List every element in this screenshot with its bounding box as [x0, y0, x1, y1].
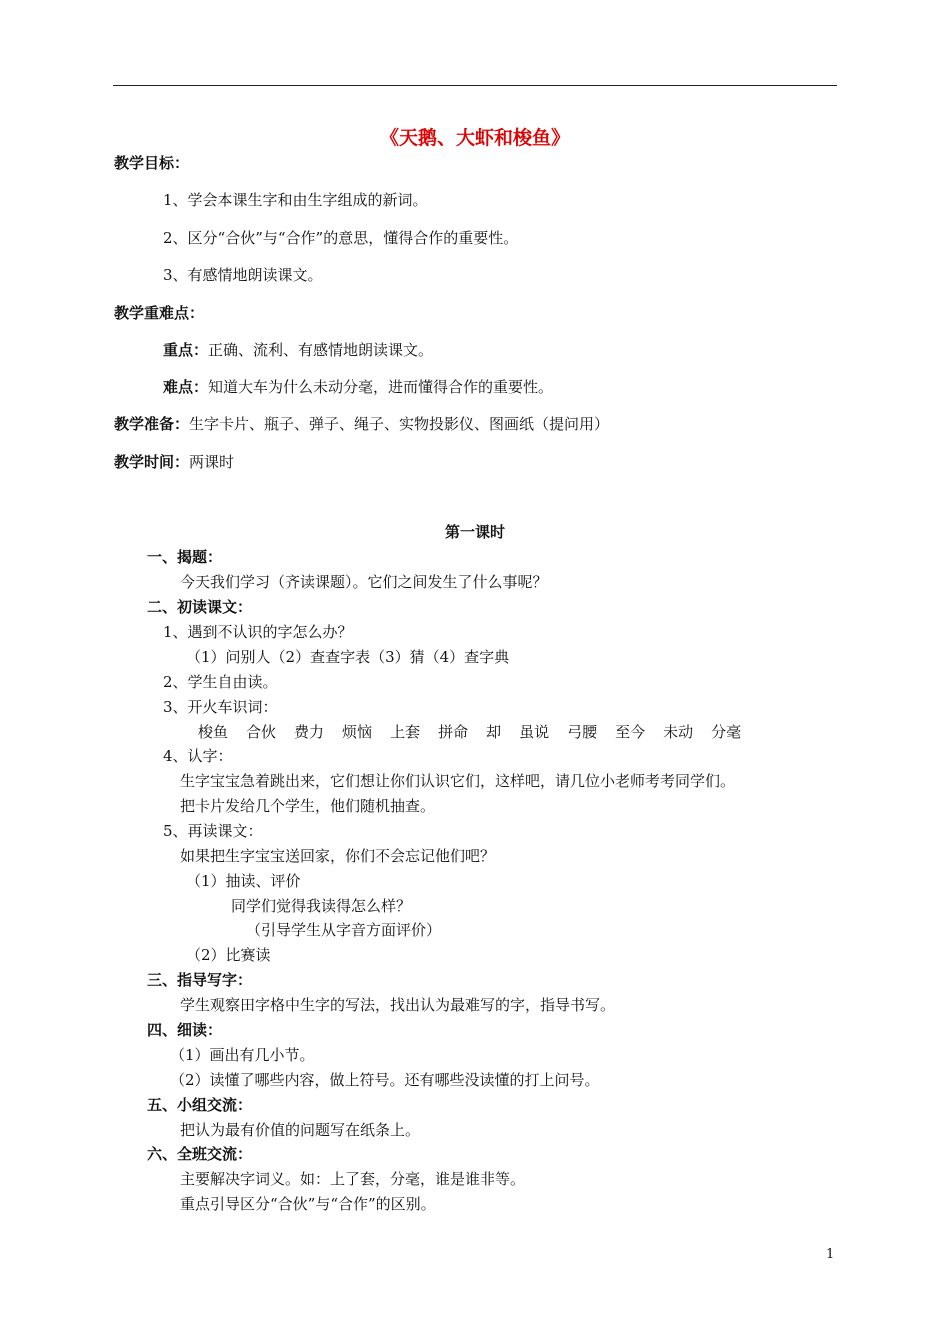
list-item: 3、开火车识词：	[163, 698, 278, 716]
vocab-word: 烦恼	[342, 723, 373, 741]
list-item: 4、认字：	[163, 747, 233, 765]
list-item: （1）画出有几小节。	[170, 1046, 315, 1064]
lesson-title: 《天鹅、大虾和梭鱼》	[379, 127, 570, 149]
list-item: （2）比赛读	[186, 946, 271, 964]
key-point-line	[163, 340, 433, 360]
vocabulary-words	[198, 722, 741, 742]
paragraph: 同学们觉得我读得怎么样？	[231, 897, 412, 915]
time-line	[114, 452, 234, 472]
hard-point-line	[163, 377, 553, 397]
paragraph: 今天我们学习（齐读课题）。它们之间发生了什么事呢？	[180, 573, 548, 591]
vocab-word: 虽说	[519, 723, 550, 741]
objective-item: 3、有感情地朗读课文。	[163, 266, 323, 284]
section-heading: 四、细读：	[147, 1021, 223, 1039]
list-item: （2）读懂了哪些内容，做上符号。还有哪些没读懂的打上问号。	[170, 1071, 600, 1089]
section-heading: 三、指导写字：	[147, 971, 253, 989]
paragraph: （引导学生从字音方面评价）	[246, 921, 442, 939]
vocab-word: 至今	[615, 723, 646, 741]
vocab-word: 合伙	[246, 723, 277, 741]
vocab-word: 未动	[663, 723, 694, 741]
preparation-line	[114, 414, 609, 434]
section-heading: 五、小组交流：	[147, 1096, 253, 1114]
preparation-text: 生字卡片、瓶子、弹子、绳子、实物投影仪、图画纸（提问用）	[189, 415, 610, 433]
header-rule	[113, 85, 837, 86]
list-item: 2、学生自由读。	[163, 673, 278, 691]
section-heading: 二、初读课文：	[147, 598, 253, 616]
paragraph: 重点引导区分“合伙”与“合作”的区别。	[180, 1195, 436, 1213]
objective-item: 1、学会本课生字和由生字组成的新词。	[163, 191, 428, 209]
objectives-heading: 教学目标：	[114, 154, 190, 172]
difficulty-heading: 教学重难点：	[114, 304, 205, 322]
page-number: 1	[826, 1247, 835, 1262]
list-item: 1、遇到不认识的字怎么办？	[163, 623, 353, 641]
section-heading: 六、全班交流：	[147, 1145, 253, 1163]
key-point-text: 正确、流利、有感情地朗读课文。	[208, 341, 434, 359]
paragraph: 把卡片发给几个学生，他们随机抽查。	[180, 797, 436, 815]
paragraph: 把认为最有价值的问题写在纸条上。	[180, 1121, 421, 1139]
section-heading: 一、揭题：	[147, 548, 223, 566]
paragraph: 生字宝宝急着跳出来，它们想让你们认识它们，这样吧，请几位小老师考考同学们。	[180, 772, 736, 790]
vocab-word: 梭鱼	[198, 723, 229, 741]
list-item: 5、再读课文：	[163, 822, 263, 840]
paragraph: 主要解决字词义。如：上了套，分毫，谁是谁非等。	[180, 1170, 526, 1188]
key-point-label: 重点：	[163, 341, 209, 359]
vocab-word: 弓腰	[567, 723, 598, 741]
time-label: 教学时间：	[114, 453, 190, 471]
vocab-word: 费力	[294, 723, 325, 741]
vocab-word: 上套	[390, 723, 421, 741]
preparation-label: 教学准备：	[114, 415, 190, 433]
hard-point-text: 知道大车为什么未动分毫，进而懂得合作的重要性。	[208, 378, 554, 396]
vocab-word: 分毫	[711, 723, 742, 741]
vocab-word: 却	[486, 723, 502, 741]
paragraph: 如果把生字宝宝送回家，你们不会忘记他们吧？	[180, 847, 496, 865]
list-item: （1）抽读、评价	[186, 872, 301, 890]
time-text: 两课时	[189, 453, 235, 471]
objective-item: 2、区分“合伙”与“合作”的意思，懂得合作的重要性。	[163, 229, 519, 247]
list-item: （1）问别人（2）查查字表（3）猜（4）查字典	[186, 648, 510, 666]
paragraph: 学生观察田字格中生字的写法，找出认为最难写的字，指导书写。	[180, 996, 616, 1014]
lesson-heading: 第一课时	[444, 523, 505, 541]
hard-point-label: 难点：	[163, 378, 209, 396]
vocab-word: 拼命	[438, 723, 469, 741]
